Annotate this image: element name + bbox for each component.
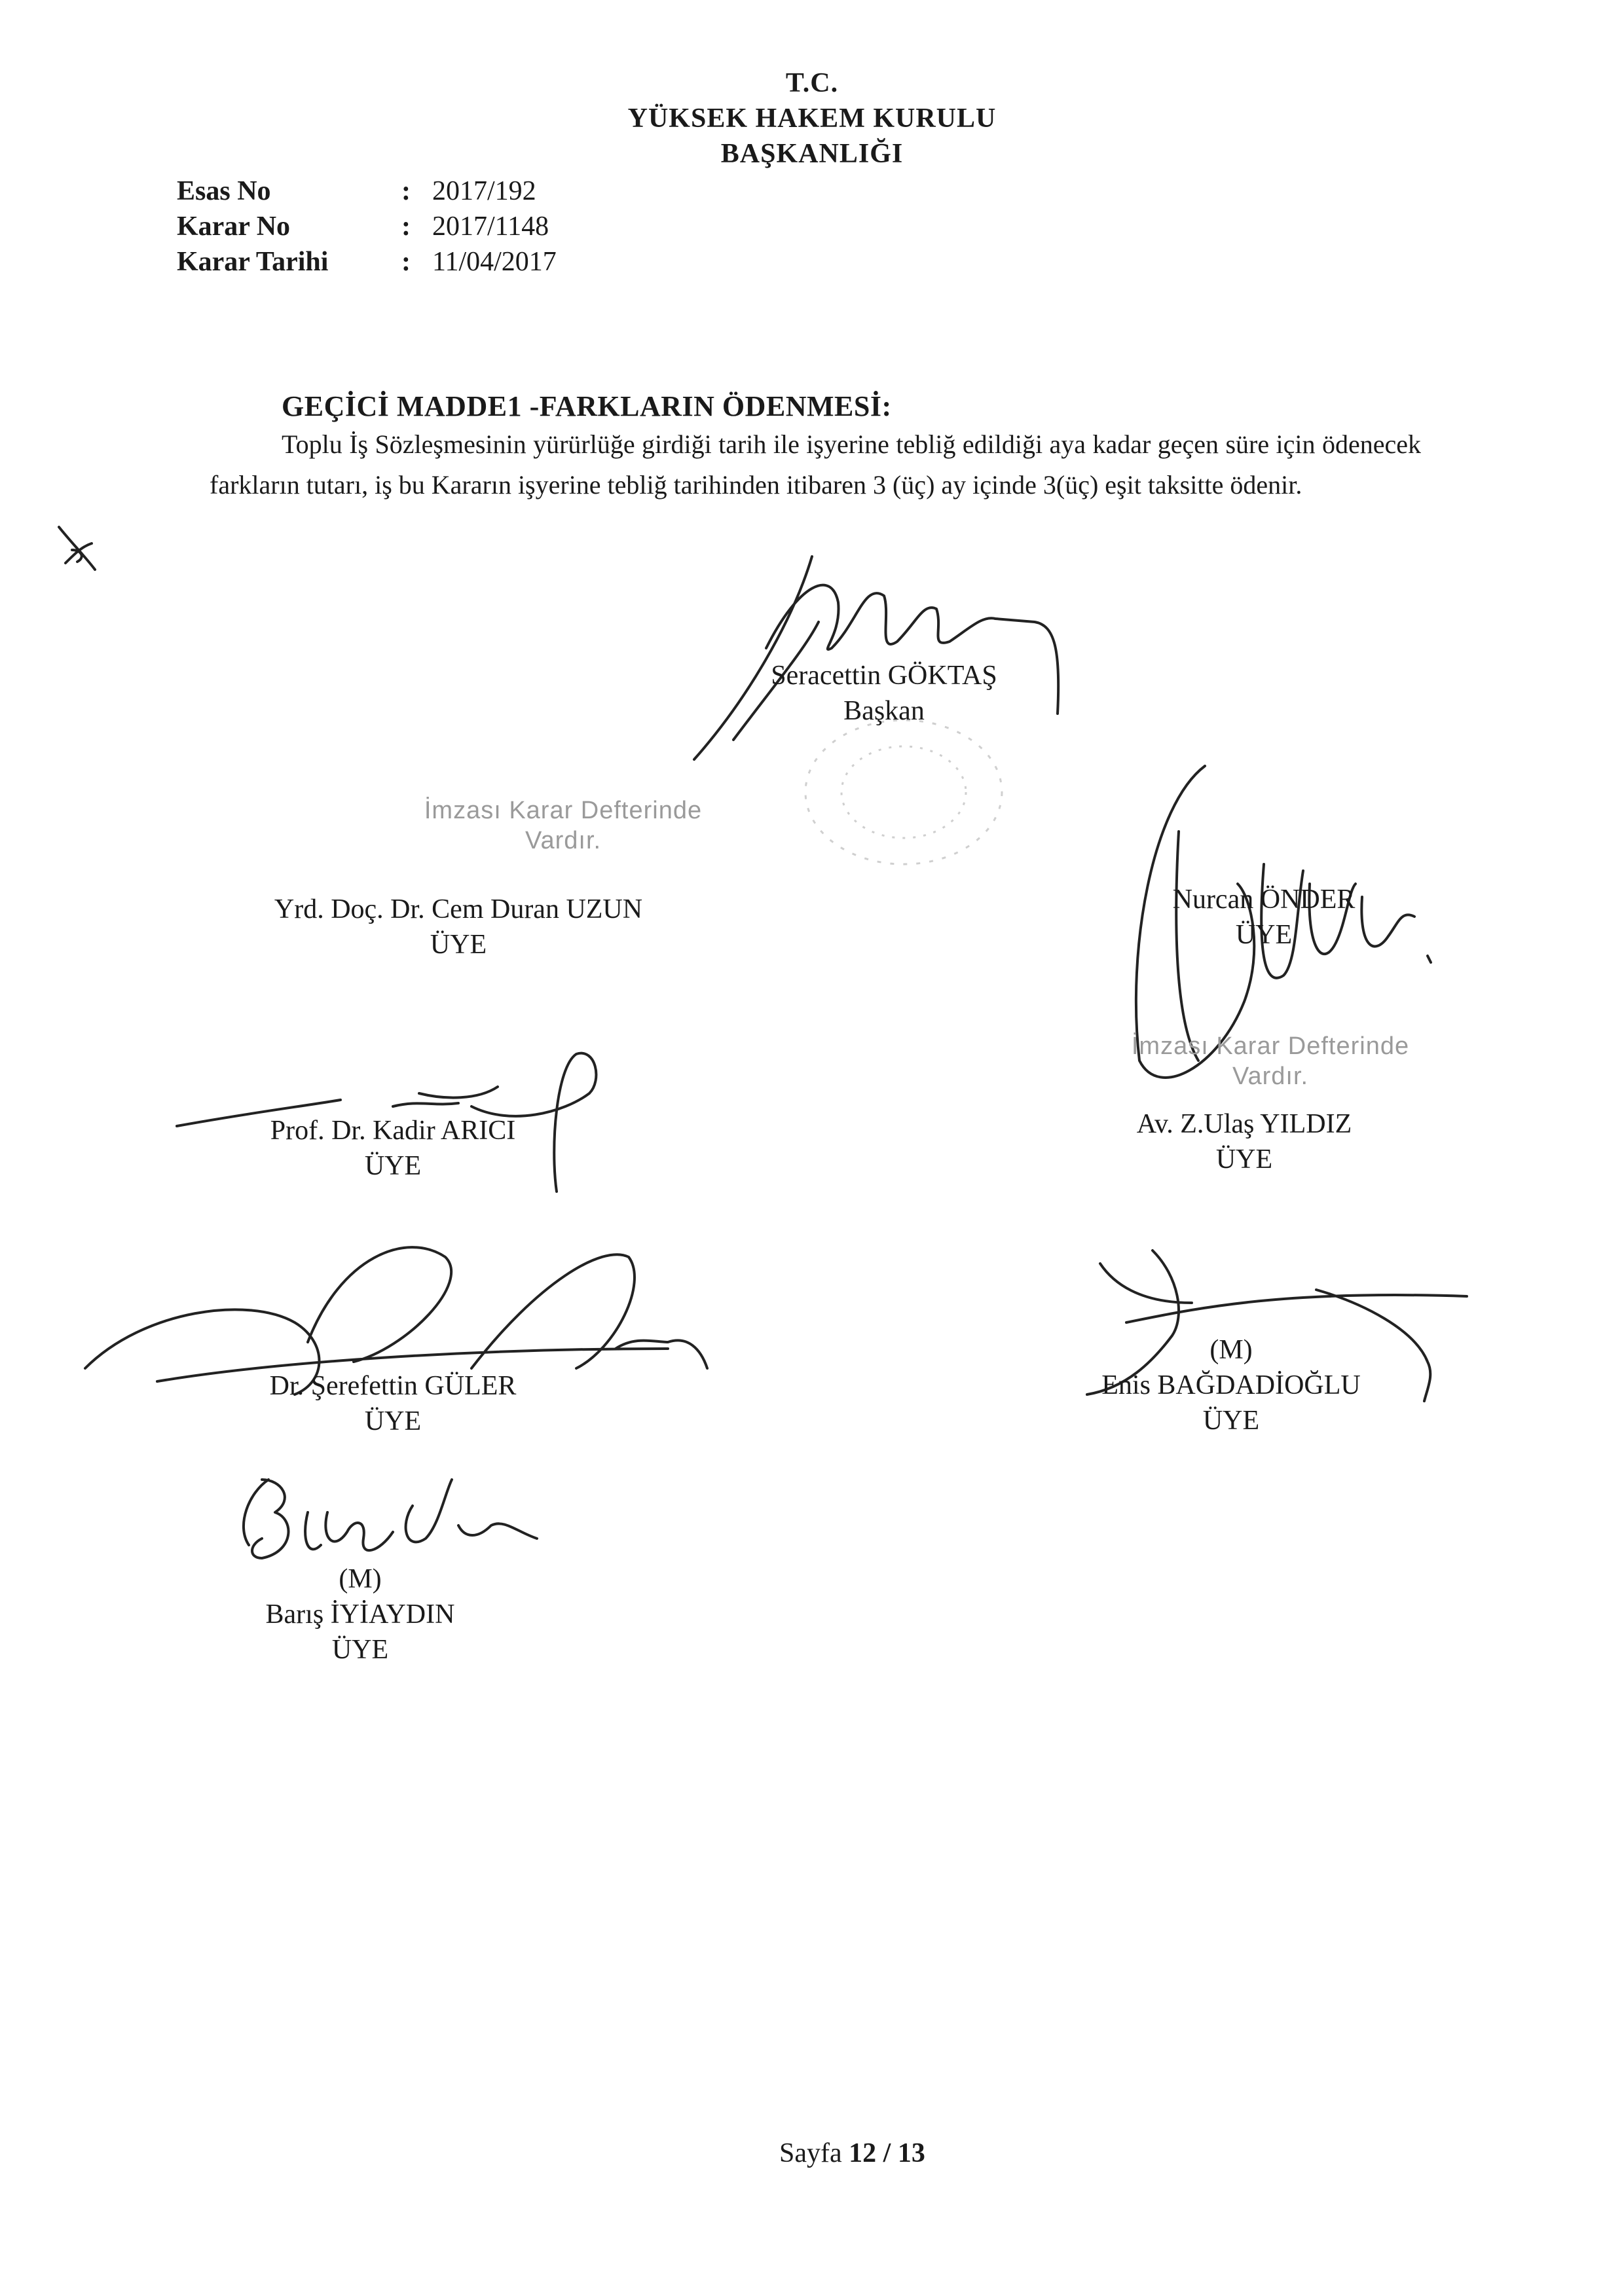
stamp-line: Vardır. [1232, 1063, 1309, 1090]
signatory-name: Prof. Dr. Kadir ARICI [270, 1116, 516, 1146]
page-sep: / [883, 2138, 891, 2168]
signatory-name: Seracettin GÖKTAŞ [771, 661, 997, 691]
signatory-name: Av. Z.Ulaş YILDIZ [1136, 1109, 1352, 1139]
signatory-role: Başkan [843, 696, 925, 726]
signatory-guler [164, 1368, 622, 1439]
stamp-line: Vardır. [525, 827, 602, 854]
signatory-name: Barış İYİAYDIN [265, 1599, 455, 1630]
meta-value: 2017/192 [432, 176, 536, 206]
signatory-uzun [229, 892, 688, 962]
meta-row-tarih [177, 244, 766, 280]
meta-value: 2017/1148 [432, 211, 549, 242]
signatory-role: ÜYE [1235, 920, 1293, 950]
meta-value: 11/04/2017 [432, 247, 557, 277]
signatory-arici [164, 1113, 622, 1184]
meta-row-esas [177, 173, 766, 209]
signatory-role: ÜYE [364, 1406, 422, 1436]
meta-sep: : [401, 176, 411, 206]
document-header [550, 65, 1074, 172]
signature-on-file-stamp-right [1074, 1031, 1467, 1091]
meta-key: Karar Tarihi [177, 247, 329, 277]
header-office: BAŞKANLIĞI [720, 139, 904, 169]
signatory-yildiz [1015, 1106, 1473, 1177]
signatory-role: ÜYE [331, 1635, 389, 1665]
meta-sep: : [401, 247, 411, 277]
signatory-role: ÜYE [430, 930, 487, 960]
case-meta [177, 173, 766, 280]
page-footer [779, 2138, 925, 2169]
article-title: GEÇİCİ MADDE1 -FARKLARIN ÖDENMESİ: [282, 390, 892, 422]
meta-key: Esas No [177, 176, 271, 206]
stamp-line: İmzası Karar Defterinde [424, 797, 703, 824]
article-body: Toplu İş Sözleşmesinin yürürlüğe girdiği tarih ile işyerine tebliğ edildiği aya kadar geçen süre için ödenecek farkların tutarı, iş bu Kararın işyerine tebliğ tarihinden itibaren 3 (üç) ay içinde 3(üç) eşit taksitte ödenir. [210, 429, 1421, 500]
signatory-note: (M) [1209, 1335, 1253, 1365]
page-label: Sayfa [779, 2138, 842, 2168]
header-tc: T.C. [785, 68, 839, 98]
signatory-role: ÜYE [1215, 1144, 1273, 1175]
meta-sep: : [401, 211, 411, 242]
page-total: 13 [897, 2138, 925, 2168]
page-current: 12 [849, 2138, 877, 2168]
stamp-line: İmzası Karar Defterinde [1131, 1032, 1410, 1060]
signatory-name: Nurcan ÖNDER [1172, 884, 1356, 915]
header-institution: YÜKSEK HAKEM KURULU [627, 103, 997, 134]
signatory-role: ÜYE [364, 1151, 422, 1181]
signatory-name: Enis BAĞDADİOĞLU [1101, 1370, 1361, 1400]
signatory-note: (M) [339, 1564, 382, 1594]
signatory-baskan [655, 658, 1113, 729]
signatory-onder [1035, 882, 1493, 953]
meta-key: Karar No [177, 211, 291, 242]
margin-initial-mark [46, 517, 105, 576]
signatory-iyiaydin [131, 1561, 589, 1667]
signature-on-file-stamp-left [367, 795, 760, 856]
meta-row-karar [177, 209, 766, 244]
signatory-name: Yrd. Doç. Dr. Cem Duran UZUN [274, 894, 643, 924]
signatory-bagdadioglu [1002, 1332, 1460, 1438]
signatory-role: ÜYE [1202, 1406, 1260, 1436]
official-seal [786, 707, 1022, 877]
signatory-name: Dr. Şerefettin GÜLER [269, 1371, 517, 1401]
